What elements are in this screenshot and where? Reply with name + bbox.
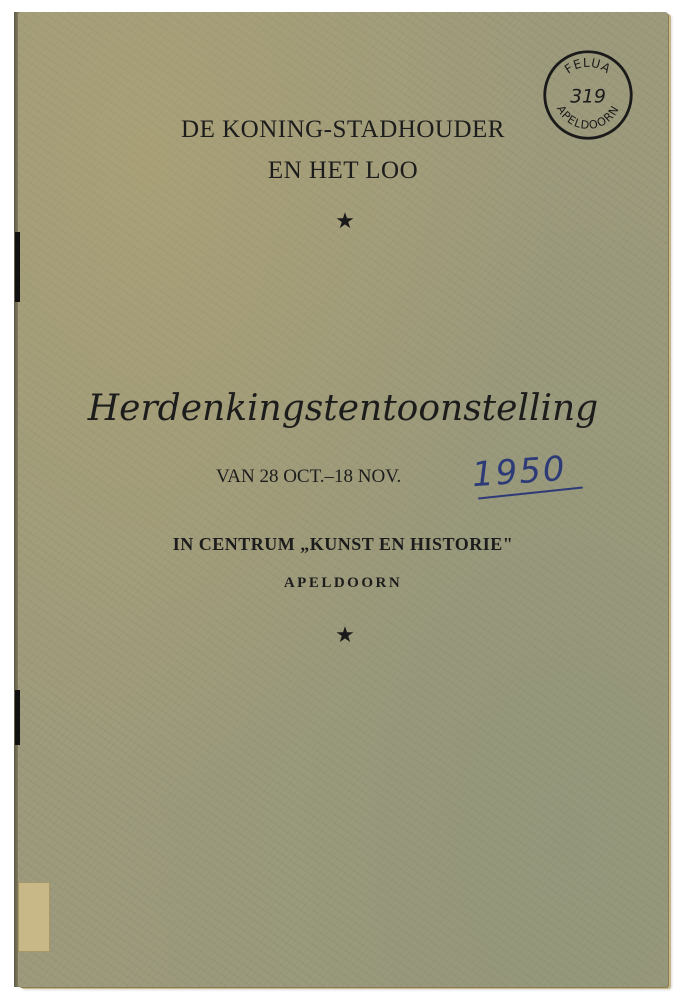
star-ornament-icon: ★ (335, 622, 355, 647)
star-ornament-icon: ★ (335, 208, 355, 233)
stamp-number: 319 (570, 86, 606, 108)
stamp-bottom-text: APELDOORN (553, 103, 623, 133)
stamp-top-text: FELUA (562, 55, 614, 77)
title-line-2: EN HET LOO (267, 157, 419, 184)
exhibition-dates: VAN 28 OCT.–18 NOV. (216, 466, 402, 487)
subtitle: Herdenkingstentoonstelling (87, 388, 599, 429)
handwritten-year: 1950 (470, 448, 568, 496)
binding-mark (15, 690, 20, 745)
title-line-1: DE KONING-STADHOUDER (181, 116, 505, 143)
binding-mark (15, 232, 20, 302)
venue: IN CENTRUM „KUNST EN HISTORIE" (172, 534, 514, 554)
city: APELDOORN (283, 575, 403, 591)
library-label (18, 882, 50, 952)
